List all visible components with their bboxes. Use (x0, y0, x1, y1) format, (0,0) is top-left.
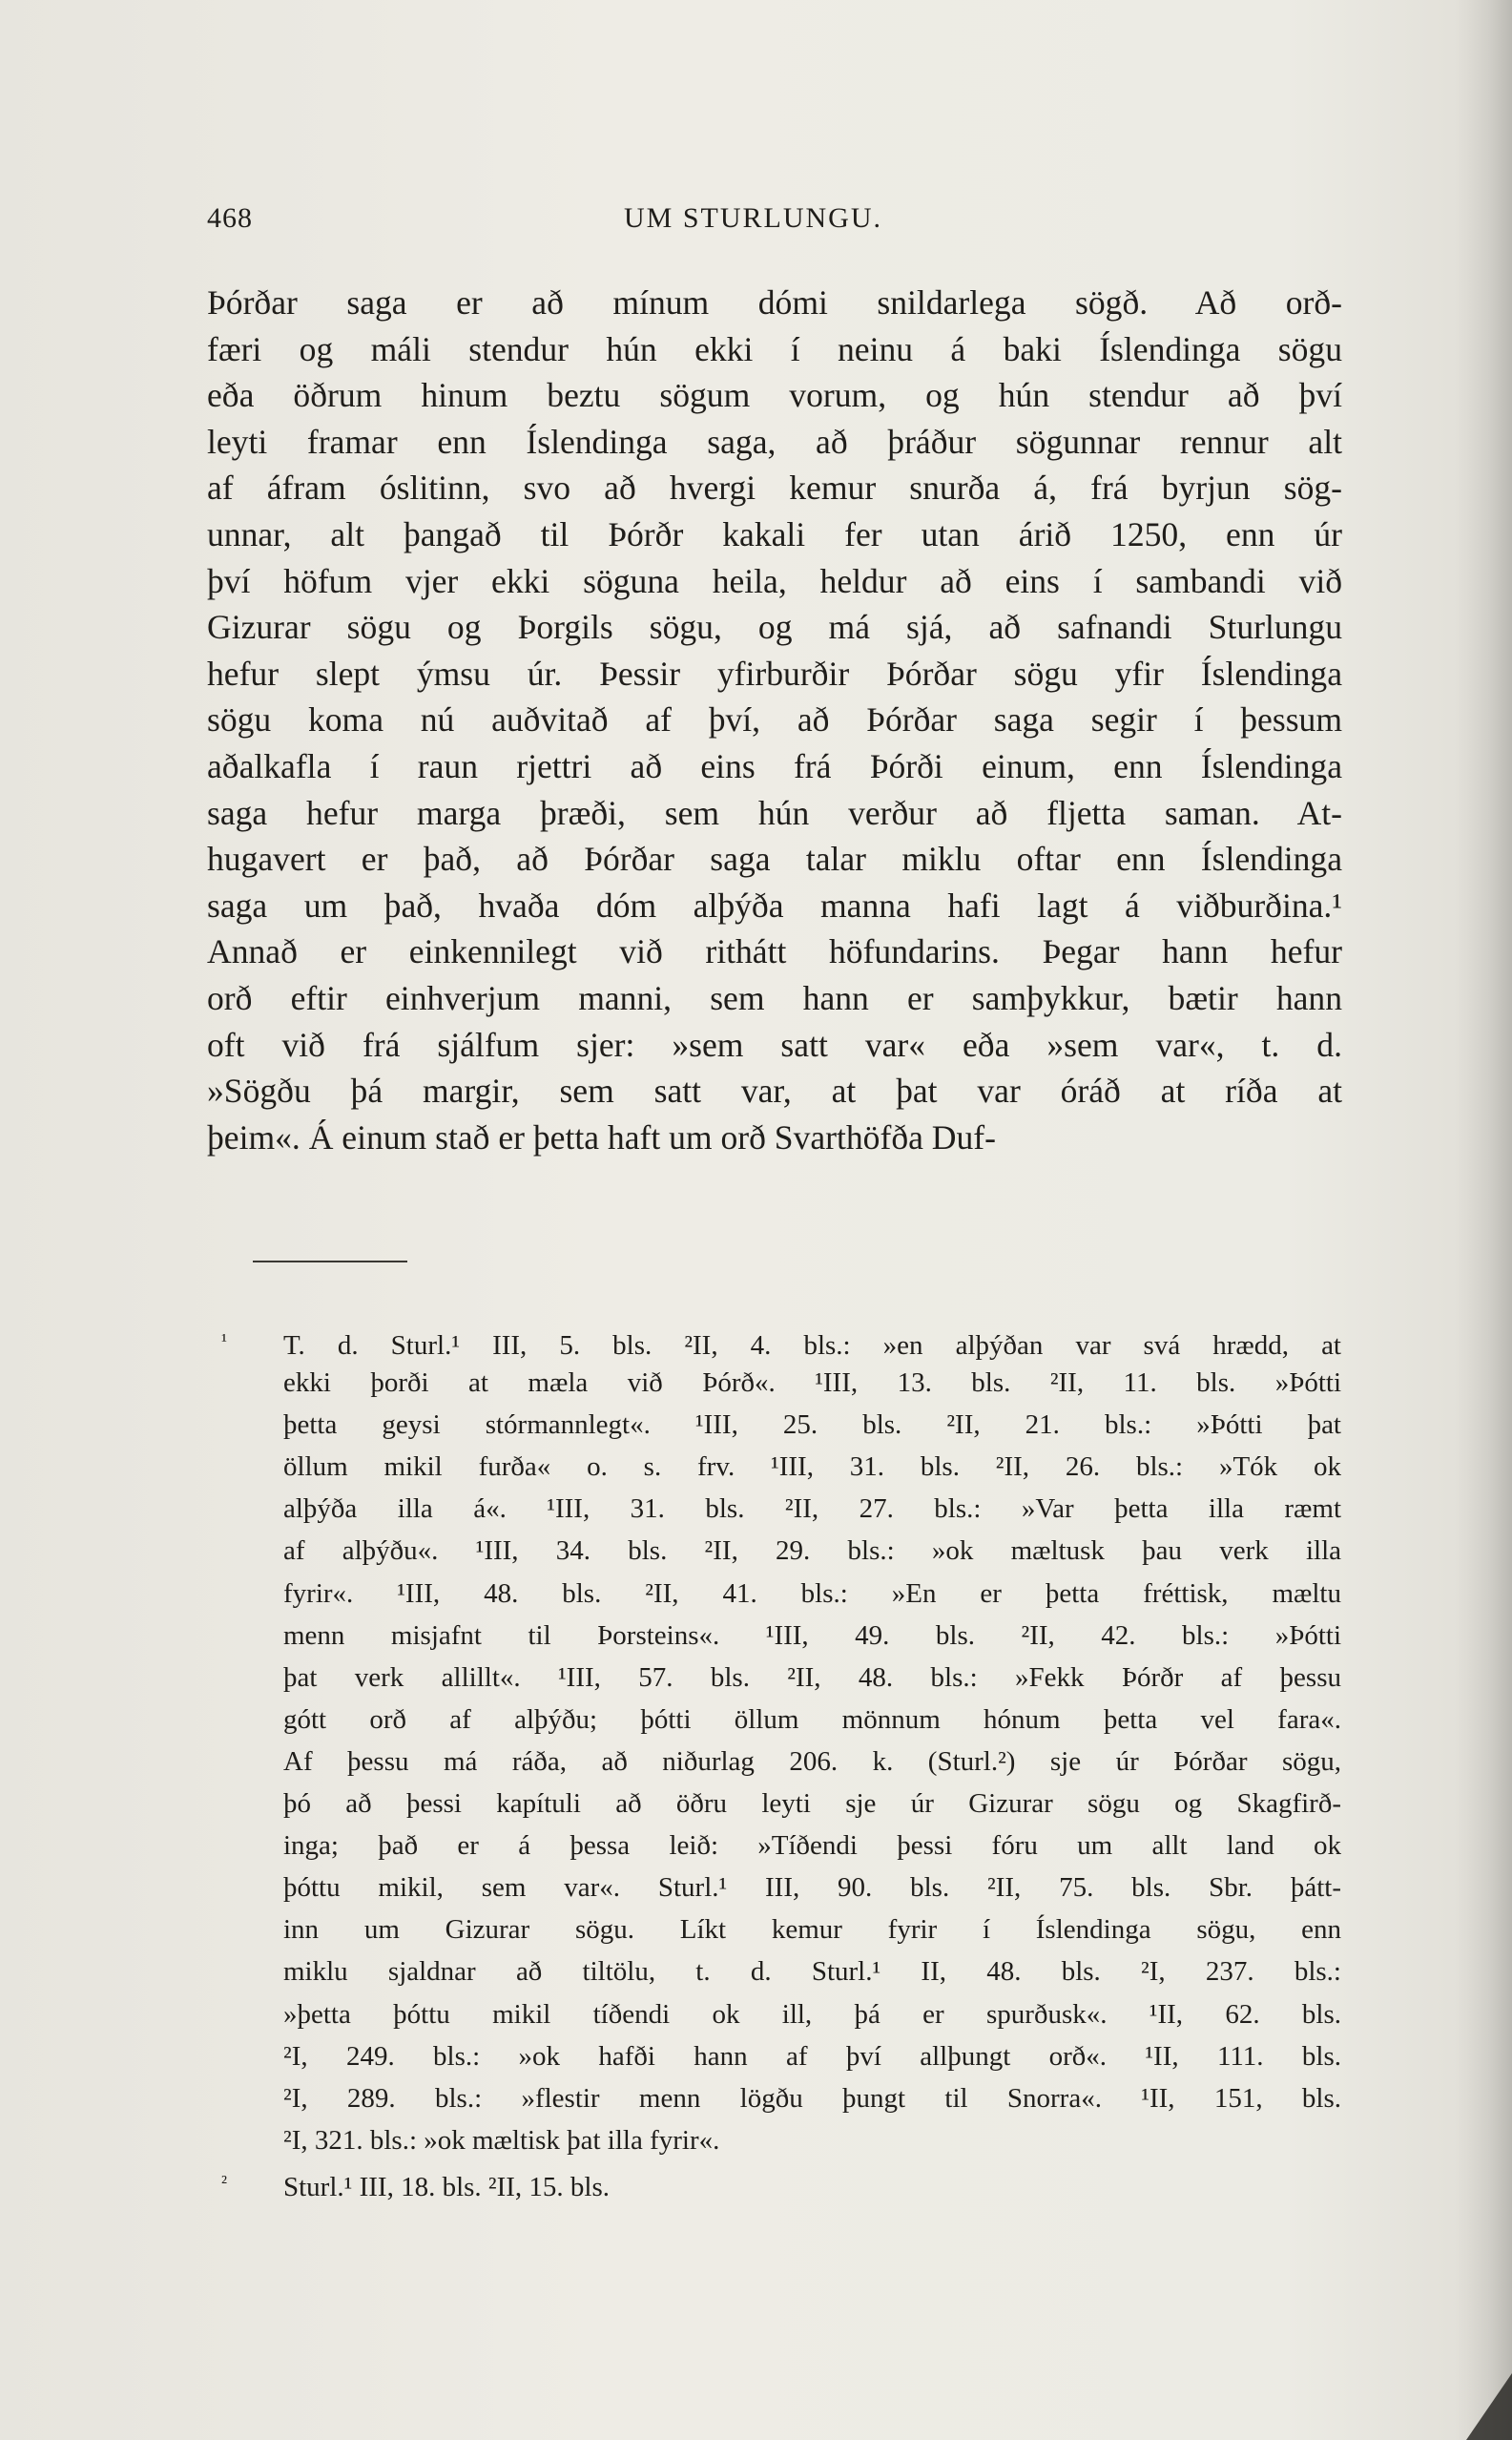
text-line: af áfram óslitinn, svo að hvergi kemur snurða á, frá byrjun sög- (207, 469, 1342, 508)
text-line: saga hefur marga þræði, sem hún verður að fljetta saman. At- (207, 793, 1342, 832)
text-line: færi og máli stendur hún ekki í neinu á baki Íslendinga sögu (207, 329, 1342, 368)
text-line: því höfum vjer ekki söguna heila, heldur að eins í sambandi við (207, 561, 1342, 600)
text-line: sögu koma nú auðvitað af því, að Þórðar saga segir í þessum (207, 700, 1342, 740)
footnote-line: ²I, 321. bls.: »ok mæltisk þat illa fyrir«. (283, 2124, 720, 2156)
footnote-line: »þetta þóttu mikil tíðendi ok ill, þá er spurðusk«. ¹II, 62. bls. (283, 1998, 1341, 2030)
footnote-text: T. d. Sturl.¹ III, 5. bls. ²II, 4. bls.: »en alþýðan var svá hrædd, at (283, 1330, 1341, 1361)
main-text (207, 280, 1342, 1160)
footnote-marker: ² (221, 2171, 227, 2193)
footnote-line: miklu sjaldnar að tiltölu, t. d. Sturl.¹ II, 48. bls. ²I, 237. bls.: (283, 1956, 1341, 1988)
text-line: orð eftir einhverjum manni, sem hann er samþykkur, bætir hann (207, 978, 1342, 1017)
page-edge-shadow (1455, 0, 1512, 2440)
text-line: Gizurar sögu og Þorgils sögu, og má sjá, að safnandi Sturlungu (207, 608, 1342, 647)
text-line: hugavert er það, að Þórðar saga talar miklu oftar enn Íslendinga (207, 840, 1342, 879)
footnote-marker: ¹ (221, 1330, 227, 1351)
footnote-line: þetta geysi stórmannlegt«. ¹III, 25. bls. ²II, 21. bls.: »Þótti þat (283, 1409, 1341, 1441)
footnote-line (221, 1320, 1341, 1362)
footnote-separator-rule (253, 1261, 407, 1262)
footnote-line: öllum mikil furða« o. s. frv. ¹III, 31. bls. ²II, 26. bls.: »Tók ok (283, 1451, 1341, 1483)
text-line: oft við frá sjálfum sjer: »sem satt var« eða »sem var«, t. d. (207, 1025, 1342, 1064)
page-corner-shadow (1466, 2373, 1512, 2440)
footnote-line (221, 2161, 1341, 2203)
footnote-line: þó að þessi kapítuli að öðru leyti sje úr Gizurar sögu og Skagfirð- (283, 1788, 1341, 1820)
footnote-line: menn misjafnt til Þorsteins«. ¹III, 49. bls. ²II, 42. bls.: »Þótti (283, 1619, 1341, 1651)
text-line: eða öðrum hinum beztu sögum vorum, og hún stendur að því (207, 376, 1342, 415)
footnote-line: inn um Gizurar sögu. Líkt kemur fyrir í Íslendinga sögu, enn (283, 1914, 1341, 1946)
page-title: UM STURLUNGU. (624, 202, 883, 234)
text-line: Annað er einkennilegt við rithátt höfundarins. Þegar hann hefur (207, 932, 1342, 971)
text-line: Þórðar saga er að mínum dómi snildarlega sögð. Að orð- (207, 283, 1342, 322)
footnote-line: þat verk allillt«. ¹III, 57. bls. ²II, 48. bls.: »Fekk Þórðr af þessu (283, 1661, 1341, 1693)
footnote-line: inga; það er á þessa leið: »Tíðendi þessi fóru um allt land ok (283, 1830, 1341, 1862)
text-line: unnar, alt þangað til Þórðr kakali fer utan árið 1250, enn úr (207, 514, 1342, 553)
text-line: hefur slept ýmsu úr. Þessir yfirburðir Þórðar sögu yfir Íslendinga (207, 654, 1342, 693)
footnote-line: þóttu mikil, sem var«. Sturl.¹ III, 90. bls. ²II, 75. bls. Sbr. þátt- (283, 1872, 1341, 1904)
text-line: aðalkafla í raun rjettri að eins frá Þórði einum, enn Íslendinga (207, 746, 1342, 785)
footnote-line: alþýða illa á«. ¹III, 31. bls. ²II, 27. bls.: »Var þetta illa ræmt (283, 1493, 1341, 1525)
footnote-line: gótt orð af alþýðu; þótti öllum mönnum hónum þetta vel fara«. (283, 1703, 1341, 1735)
page-number: 468 (207, 202, 253, 234)
footnote-line: ²I, 249. bls.: »ok hafði hann af því allþungt orð«. ¹II, 111. bls. (283, 2040, 1341, 2072)
footnote-line: ekki þorði at mæla við Þórð«. ¹III, 13. bls. ²II, 11. bls. »Þótti (283, 1367, 1341, 1399)
footnote-text: Sturl.¹ III, 18. bls. ²II, 15. bls. (283, 2171, 611, 2202)
footnote-line: fyrir«. ¹III, 48. bls. ²II, 41. bls.: »En er þetta fréttisk, mæltu (283, 1577, 1341, 1609)
text-line: þeim«. Á einum stað er þetta haft um orð Svarthöfða Duf- (207, 1117, 996, 1157)
footnote-line: ²I, 289. bls.: »flestir menn lögðu þungt til Snorra«. ¹II, 151, bls. (283, 2082, 1341, 2114)
footnote-line: Af þessu má ráða, að niðurlag 206. k. (Sturl.²) sje úr Þórðar sögu, (283, 1745, 1341, 1777)
text-line: leyti framar enn Íslendinga saga, að þráður sögunnar rennur alt (207, 422, 1342, 461)
text-line: »Sögðu þá margir, sem satt var, at þat var óráð at ríða at (207, 1072, 1342, 1111)
footnotes (221, 1320, 1341, 2203)
running-head (207, 202, 1342, 240)
footnote-line: af alþýðu«. ¹III, 34. bls. ²II, 29. bls.: »ok mæltusk þau verk illa (283, 1535, 1341, 1567)
text-line: saga um það, hvaða dóm alþýða manna hafi lagt á viðburðina.¹ (207, 886, 1342, 925)
